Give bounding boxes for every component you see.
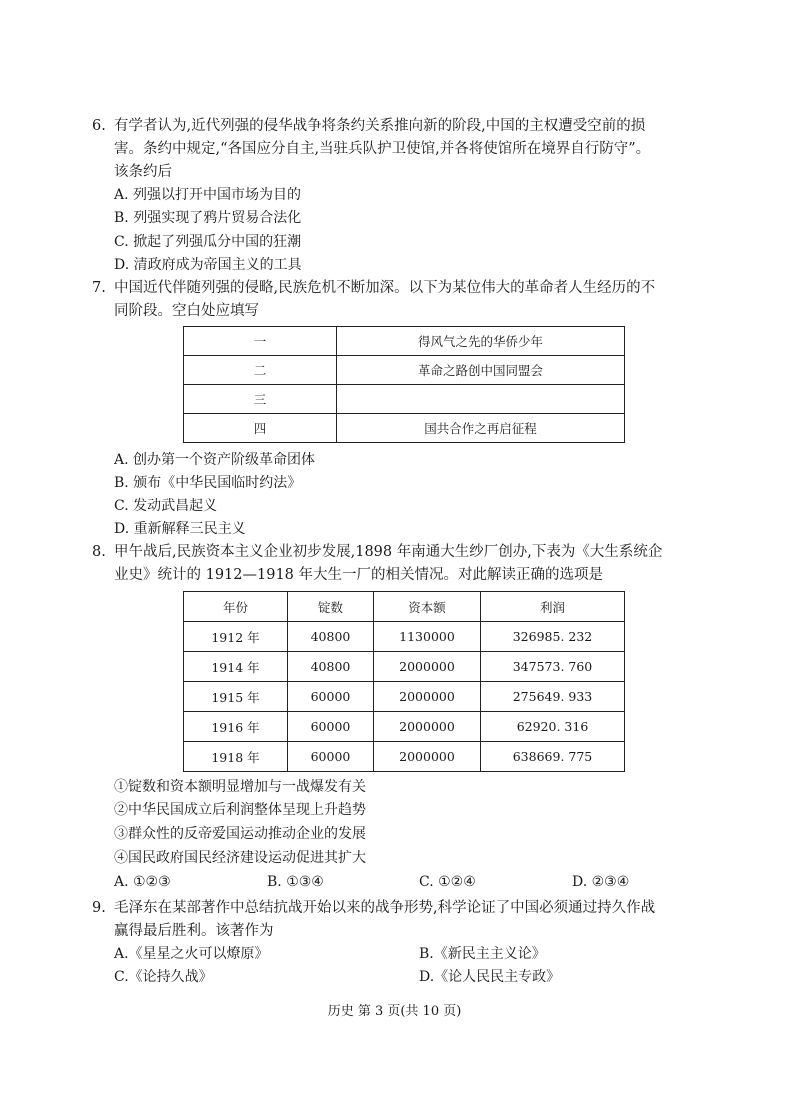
q8-line-1: 8. 甲午战后,民族资本主义企业初步发展,1898 年南通大生纱厂创办,下表为《大生系统企 bbox=[92, 544, 663, 560]
table-row bbox=[184, 385, 625, 414]
q6-line-1: 6. 有学者认为,近代列强的侵华战争将条约关系推向新的阶段,中国的主权遭受空前的损 bbox=[92, 118, 646, 134]
year-cell: 1912 年 bbox=[184, 622, 288, 652]
header-cell: 利润 bbox=[481, 592, 625, 622]
desc-cell: 革命之路创中国同盟会 bbox=[337, 356, 625, 385]
desc-cell: 得风气之先的华侨少年 bbox=[337, 327, 625, 356]
spindles-cell: 60000 bbox=[288, 712, 374, 742]
table-row bbox=[184, 414, 625, 443]
page-footer: 历史 第 3 页(共 10 页) bbox=[327, 1004, 462, 1019]
table-header-row bbox=[184, 592, 625, 622]
stage-cell: 二 bbox=[184, 356, 337, 385]
q8-statement-2: ②中华民国成立后利润整体呈现上升趋势 bbox=[114, 802, 366, 818]
q7-option-a[interactable]: A. 创办第一个资产阶级革命团体 bbox=[114, 452, 316, 468]
capital-cell: 2000000 bbox=[374, 682, 481, 712]
stage-cell: 四 bbox=[184, 414, 337, 443]
spindles-cell: 40800 bbox=[288, 622, 374, 652]
q7-stage-table bbox=[183, 326, 625, 443]
q7-line-2: 同阶段。空白处应填写 bbox=[114, 303, 259, 319]
q9-option-d[interactable]: D.《论人民民主专政》 bbox=[419, 969, 561, 985]
spindles-cell: 60000 bbox=[288, 742, 374, 772]
q8-option-c[interactable]: C. ①②④ bbox=[419, 874, 476, 890]
capital-cell: 2000000 bbox=[374, 712, 481, 742]
q7-option-b[interactable]: B. 颁布《中华民国临时约法》 bbox=[114, 475, 302, 491]
q7-line-1: 7. 中国近代伴随列强的侵略,民族危机不断加深。以下为某位伟大的革命者人生经历的不 bbox=[92, 280, 656, 296]
q8-line-2: 业史》统计的 1912—1918 年大生一厂的相关情况。对此解读正确的选项是 bbox=[114, 567, 604, 583]
q6-option-c[interactable]: C. 掀起了列强瓜分中国的狂潮 bbox=[114, 234, 302, 250]
profit-cell: 347573. 760 bbox=[481, 652, 625, 682]
q6-option-a[interactable]: A. 列强以打开中国市场为目的 bbox=[114, 187, 302, 203]
profit-cell: 62920. 316 bbox=[481, 712, 625, 742]
q9-option-b[interactable]: B.《新民主主义论》 bbox=[419, 946, 546, 962]
table-row bbox=[184, 742, 625, 772]
blank-cell bbox=[337, 385, 625, 414]
spindles-cell: 60000 bbox=[288, 682, 374, 712]
desc-cell: 国共合作之再启征程 bbox=[337, 414, 625, 443]
year-cell: 1914 年 bbox=[184, 652, 288, 682]
capital-cell: 2000000 bbox=[374, 652, 481, 682]
q9-option-a[interactable]: A.《星星之火可以燎原》 bbox=[114, 946, 269, 962]
year-cell: 1918 年 bbox=[184, 742, 288, 772]
q9-line-1: 9. 毛泽东在某部著作中总结抗战开始以来的战争形势,科学论证了中国必须通过持久作战 bbox=[92, 900, 656, 916]
q8-option-a[interactable]: A. ①②③ bbox=[114, 874, 171, 890]
table-row bbox=[184, 712, 625, 742]
q9-line-2: 赢得最后胜利。该著作为 bbox=[114, 923, 274, 939]
table-row bbox=[184, 356, 625, 385]
table-row bbox=[184, 682, 625, 712]
year-cell: 1915 年 bbox=[184, 682, 288, 712]
capital-cell: 2000000 bbox=[374, 742, 481, 772]
year-cell: 1916 年 bbox=[184, 712, 288, 742]
header-cell: 资本额 bbox=[374, 592, 481, 622]
profit-cell: 638669. 775 bbox=[481, 742, 625, 772]
q9-option-c[interactable]: C.《论持久战》 bbox=[114, 969, 213, 985]
q6-line-3: 该条约后 bbox=[114, 164, 172, 180]
q7-number: 7. bbox=[92, 280, 106, 296]
q8-statement-1: ①锭数和资本额明显增加与一战爆发有关 bbox=[114, 779, 366, 795]
profit-cell: 275649. 933 bbox=[481, 682, 625, 712]
q8-number: 8. bbox=[92, 544, 106, 560]
q8-statement-3: ③群众性的反帝爱国运动推动企业的发展 bbox=[114, 826, 366, 842]
q7-option-c[interactable]: C. 发动武昌起义 bbox=[114, 498, 218, 514]
q8-option-b[interactable]: B. ①③④ bbox=[267, 874, 324, 890]
table-row bbox=[184, 622, 625, 652]
q6-option-b[interactable]: B. 列强实现了鸦片贸易合法化 bbox=[114, 210, 302, 226]
q6-line-2: 害。条约中规定,“各国应分自主,当驻兵队护卫使馆,并各将使馆所在境界自行防守”。 bbox=[114, 141, 651, 157]
header-cell: 锭数 bbox=[288, 592, 374, 622]
header-cell: 年份 bbox=[184, 592, 288, 622]
table-row bbox=[184, 327, 625, 356]
profit-cell: 326985. 232 bbox=[481, 622, 625, 652]
stage-cell: 三 bbox=[184, 385, 337, 414]
stage-cell: 一 bbox=[184, 327, 337, 356]
q8-statement-4: ④国民政府国民经济建设运动促进其扩大 bbox=[114, 850, 366, 866]
q7-option-d[interactable]: D. 重新解释三民主义 bbox=[114, 521, 246, 537]
capital-cell: 1130000 bbox=[374, 622, 481, 652]
spindles-cell: 40800 bbox=[288, 652, 374, 682]
q8-data-table bbox=[183, 591, 625, 772]
q8-option-d[interactable]: D. ②③④ bbox=[572, 874, 630, 890]
q6-option-d[interactable]: D. 清政府成为帝国主义的工具 bbox=[114, 257, 302, 273]
table-row bbox=[184, 652, 625, 682]
q6-number: 6. bbox=[92, 118, 106, 134]
q9-number: 9. bbox=[92, 900, 106, 916]
